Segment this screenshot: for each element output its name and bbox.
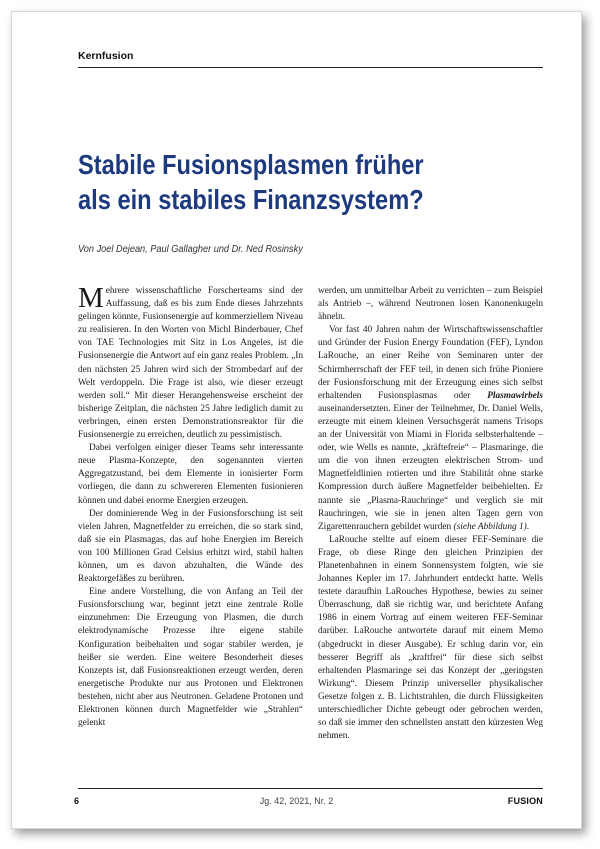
paragraph-text: auseinandersetzten. Einer der Teilnehmer, Dr. Daniel Wells, erzeugte mit einem kleinen Versuchsgerät namens Trisops an der Universität von Miami in Florida selbsterhaltende – oder, wie Wells es nannte, „kräftefreie“ – Plasmaringe, die um die von ihnen erzeugten elektrischen Strom- und Magnetfeldlinien rotierten und ihre Stabilität ohne starke Kompression durch äußere Magnetfelder beibehielten. Er nannte sie „Plasma-Rauchringe“ und verglich sie mit Rauchringen, wie sie in jenen alten Tagen gern von Zigarettenrauchern gebildet wurden <box>318 403 543 532</box>
footer-rule <box>78 788 543 789</box>
paragraph: Eine andere Vorstellung, die von Anfang an Teil der Fusionsforschung war, beginnt jetzt eine zentrale Rolle einzunehmen: Die Erzeugung von Plasmen, die durch elektrodynamische Prozesse ihre eigene stabile Konfiguration beibehalten und sogar stabiler werden, je heißer sie werden. Eine weitere Besonderheit dieses Konzepts ist, daß Fusionsreaktionen erzeugt werden, deren energetische Produkte nur aus Protonen und Elektronen bestehen, nicht aber aus Neutronen. Geladene Protonen und Elektronen können durch Magnetfelder wie „Strahlen“ gelenkt <box>78 587 303 729</box>
paragraph-text: Vor fast 40 Jahren nahm der Wirtschaftswissenschaftler und Gründer der Fusion Energy Foundation (FEF), Lyndon LaRouche, an einer Reihe von Seminaren unter der Schirmherrschaft der FEF teil, in denen sich frühe Pioniere der Fusionsforschung mit der Erzeugung eines sich selbst erhaltenden Fusionsplasmas oder <box>318 325 543 401</box>
section-label: Kernfusion <box>78 50 134 62</box>
paragraph <box>78 282 303 442</box>
figure-reference: (siehe Abbildung 1) <box>453 521 527 532</box>
drop-cap: M <box>78 282 104 314</box>
paragraph <box>318 324 543 534</box>
paragraph: LaRouche stellte auf einem dieser FEF-Seminare die Frage, ob diese Ringe den gleichen Prinzipien der Planetenbahnen in einem Sonnensystem folgten, wie sie Johannes Kepler im 17. Jahrhundert entdeckt hatte. Wells testete daraufhin LaRouches Hypothese, bewies zu seiner Überraschung, daß sie richtig war, und berichtete Anfang 1986 in einem Vortrag auf einem weiteren FEF-Seminar darüber. LaRouche antwortete darauf mit einem Memo (abgedruckt in dieser Ausgabe). Er schlug darin vor, ein besserer Begriff als „kraftfrei“ für diese sich selbst erhaltenden Plasmaringe sei das Konzept der „geringsten Wirkung“. Diesem Prinzip universeller physikalischer Gesetze folgen z. B. Lichtstrahlen, die durch Flüssigkeiten unterschiedlicher Dichte gebeugt oder gebrochen werden, so daß sie immer den schnellsten anstatt den kürzesten Weg nehmen. <box>318 534 543 742</box>
text-column-right <box>318 285 543 743</box>
text-column-left <box>78 282 303 730</box>
header-rule <box>78 67 543 68</box>
emphasis-term: Plasmawirbels <box>487 390 543 401</box>
paragraph: werden, um unmittelbar Arbeit zu verrichten – zum Beispiel als Antrieb –, während Neutronen losen Kanonenkugeln ähneln. <box>318 286 543 323</box>
issue-info: Jg. 42, 2021, Nr. 2 <box>259 796 334 806</box>
magazine-page <box>11 11 582 829</box>
paragraph: Dabei verfolgen einiger dieser Teams sehr interessante neue Plasma-Konzepte, den sogenannten vierten Aggregatzustand, bei dem Elemente in ionisierter Form vorliegen, die dann zu schwereren Elementen fusionieren können und dabei enorme Energien erzeugen. <box>78 443 303 506</box>
article-title <box>78 147 482 217</box>
byline: Von Joel Dejean, Paul Gallagher und Dr. Ned Rosinsky <box>78 244 303 255</box>
paragraph-end: . <box>526 521 530 532</box>
title-line-2: als ein stabiles Finanzsystem? <box>78 184 424 215</box>
page-number: 6 <box>74 796 80 806</box>
paragraph: Der dominierende Weg in der Fusionsforschung ist seit vielen Jahren, Magnetfelder zu erreichen, die so stark sind, daß sie ein Plasmagas, das auf hohe Energien im Bereich von 100 Millionen Grad Celsius erhitzt wird, stabil halten können, um es davon abzuhalten, die Wände des Reaktorgefäßes zu berühren. <box>78 508 303 585</box>
title-line-1: Stabile Fusionsplasmen früher <box>78 149 424 180</box>
magazine-name: FUSION <box>507 796 543 806</box>
paragraph-text: ehrere wissenschaftliche Forscherteams sind der Auffassung, daß es bis zum Ende dieses Jahrzehnts gelingen könnte, Fusionsenergie auf kommerziellem Niveau zu realisieren. In den Worten von Michl Binderbauer, Chef von TAE Technologies mit Sitz in Los Angeles, ist die Fusionsenergie die Antwort auf ein ganz reales Problem. „In den nächsten 25 Jahren wird sich der Strombedarf auf der Welt verdoppeln. Die Frage ist also, wie dieser erzeugt werden soll.“ Mit dieser Herangehensweise erscheint der bisherige Zeitplan, die nächsten 25 Jahre lediglich damit zu verbringen, einen ersten Demonstrationsreaktor für die Fusionsenergie zu erreichen, deutlich zu pessimistisch. <box>78 286 303 441</box>
